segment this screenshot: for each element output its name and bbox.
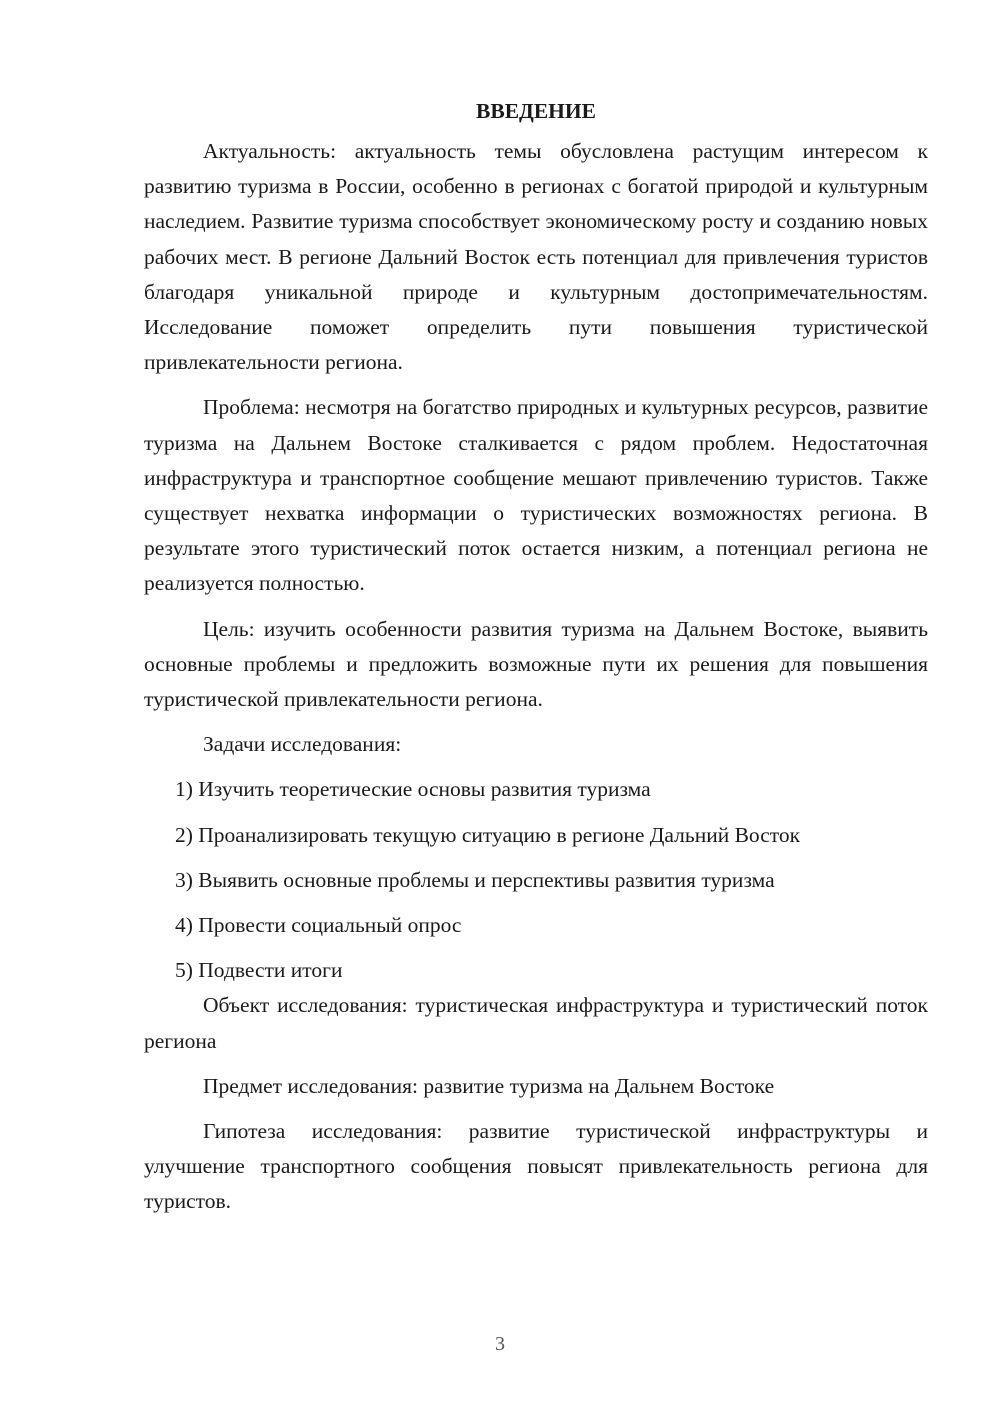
paragraph-relevance: Актуальность: актуальность темы обусловлена растущим интересом к развитию туризма в России, особенно в регионах с богатой природой и культурным наследием. Развитие туризма способствует экономическому росту и созданию новых рабочих мест. В регионе Дальний Восток есть потенциал для привлечения туристов благодаря уникальной природе и культурным достопримечательностям. Исследование поможет определить пути повышения туристической привлекательности региона.: [144, 139, 928, 375]
list-item: 4) Провести социальный опрос: [175, 913, 462, 938]
tasks-heading: Задачи исследования:: [203, 732, 402, 757]
list-item: 3) Выявить основные проблемы и перспективы развития туризма: [175, 867, 775, 892]
list-item: 2) Проанализировать текущую ситуацию в регионе Дальний Восток: [175, 822, 801, 847]
paragraph-subject: Предмет исследования: развитие туризма на Дальнем Востоке: [203, 1073, 775, 1098]
page-number: 3: [495, 1333, 505, 1355]
paragraph-goal: Цель: изучить особенности развития туризма на Дальнем Востоке, выявить основные проблемы и предложить возможные пути их решения для повышения туристической привлекательности региона.: [144, 616, 928, 712]
list-item: 1) Изучить теоретические основы развития туризма: [175, 777, 651, 802]
paragraph-problem: Проблема: несмотря на богатство природных и культурных ресурсов, развитие туризма на Дальнем Востоке сталкивается с рядом проблем. Недостаточная инфраструктура и транспортное сообщение мешают привлечению туристов. Также существует нехватка информации о туристических возможностях региона. В результате этого туристический поток остается низким, а потенциал региона не реализуется полностью.: [144, 395, 928, 596]
section-title: ВВЕДЕНИЕ: [476, 99, 596, 123]
list-item: 5) Подвести итоги: [175, 958, 343, 983]
tasks-list: [144, 772, 928, 988]
document-page: [144, 96, 928, 1220]
paragraph-hypothesis: Гипотеза исследования: развитие туристической инфраструктуры и улучшение транспортного сообщения повысят привлекательность региона для туристов.: [144, 1119, 928, 1214]
paragraph-object: Объект исследования: туристическая инфраструктура и туристический поток региона: [144, 993, 928, 1053]
